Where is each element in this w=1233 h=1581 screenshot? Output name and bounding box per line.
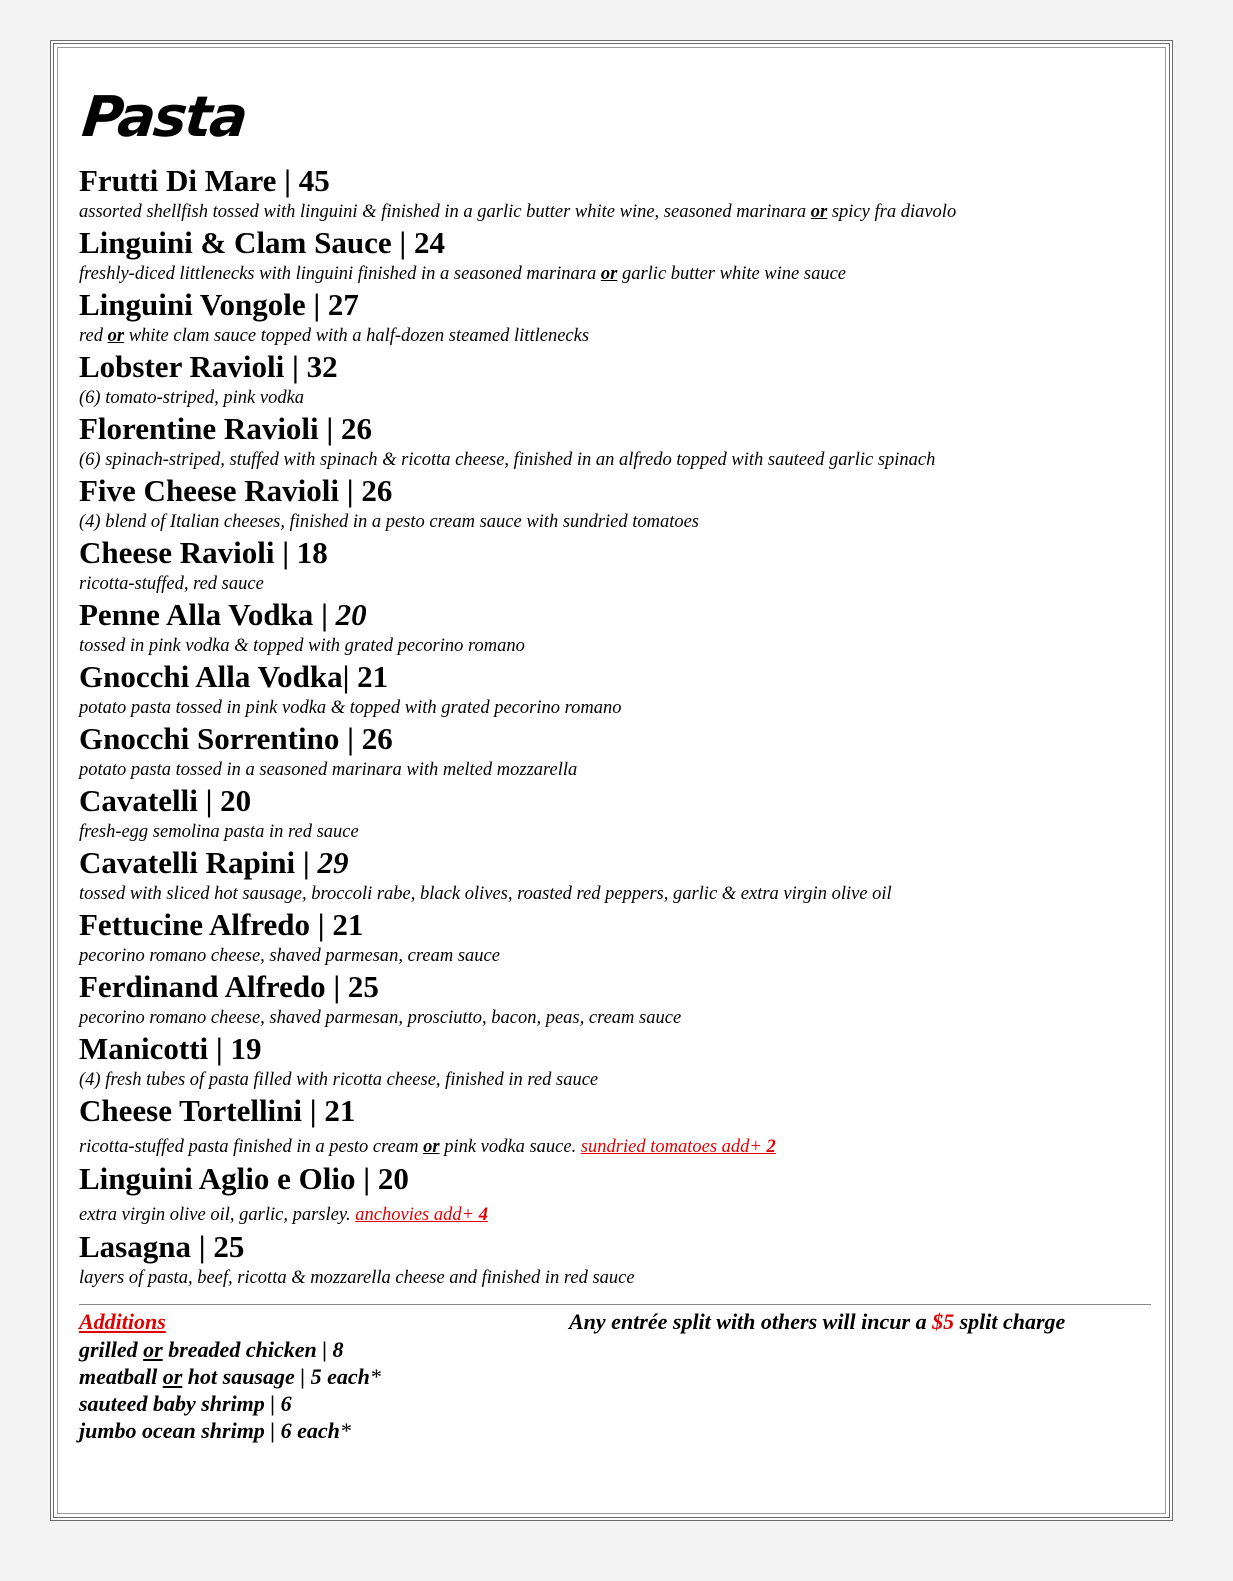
split-charge-amount: $5 [932, 1309, 955, 1334]
menu-item-name: Gnocchi Alla Vodka| [79, 659, 350, 694]
menu-item-title [79, 350, 1149, 384]
menu-item-description: tossed with sliced hot sausage, broccoli rabe, black olives, roasted red peppers, garlic & extra virgin olive oil [79, 884, 892, 904]
menu-item-name: Manicotti [79, 1031, 209, 1066]
menu-item-description: ricotta-stuffed, red sauce [79, 574, 264, 594]
menu-item [79, 970, 1149, 1032]
menu-item-description: (6) tomato-striped, pink vodka [79, 388, 305, 408]
menu-item-name: Cavatelli [79, 783, 198, 818]
menu-item-title [79, 1230, 1149, 1264]
menu-item [79, 226, 1149, 288]
menu-item-name: Gnocchi Sorrentino [79, 721, 340, 756]
menu-item [79, 1230, 1149, 1292]
menu-item-price: 19 [230, 1031, 262, 1066]
menu-item-description: potato pasta tossed in a seasoned marinara with melted mozzarella [79, 760, 578, 780]
menu-item [79, 350, 1149, 412]
menu-item-separator: | [302, 1093, 325, 1128]
menu-item-price: 20 [335, 597, 367, 632]
menu-item-description: layers of pasta, beef, ricotta & mozzarella cheese and finished in red sauce [79, 1268, 635, 1288]
menu-item-separator: | [305, 287, 328, 322]
menu-item [79, 908, 1149, 970]
menu-item-title [79, 1094, 1149, 1128]
menu-page [50, 40, 1173, 1521]
menu-item-name: Florentine Ravioli [79, 411, 319, 446]
menu-item-separator: | [276, 163, 299, 198]
menu-item-title [79, 722, 1149, 756]
menu-item [79, 1162, 1149, 1230]
menu-item-description: (6) spinach-striped, stuffed with spinach & ricotta cheese, finished in an alfredo topped with sauteed garlic spinach [79, 450, 936, 470]
menu-item-separator: | [339, 721, 362, 756]
menu-item-name: Cheese Tortellini [79, 1093, 303, 1128]
menu-item-separator: | [197, 783, 221, 818]
menu-item-price: 24 [413, 225, 445, 260]
menu-item-separator: | [339, 473, 362, 508]
menu-item-description: fresh-egg semolina pasta in red sauce [79, 822, 359, 842]
menu-item-title [79, 536, 1149, 570]
menu-item [79, 412, 1149, 474]
menu-item-description: ricotta-stuffed pasta finished in a pesto cream or pink vodka sauce. sundried tomatoes add+ 2 [79, 1137, 776, 1157]
menu-item [79, 846, 1149, 908]
or-emphasis: or [600, 264, 618, 284]
menu-item-price: 27 [327, 287, 359, 322]
menu-item-description: (4) fresh tubes of pasta filled with ricotta cheese, finished in red sauce [79, 1070, 599, 1090]
menu-item-name: Lasagna [79, 1229, 191, 1264]
menu-item-name: Penne Alla Vodka [79, 597, 314, 632]
menu-item [79, 474, 1149, 536]
menu-item-description: pecorino romano cheese, shaved parmesan, prosciutto, bacon, peas, cream sauce [79, 1008, 682, 1028]
addition-line: grilled or breaded chicken | 8 [79, 1337, 344, 1362]
menu-item-price: 45 [298, 163, 330, 198]
menu-item-price: 20 [220, 783, 252, 818]
menu-item-separator: | [295, 845, 318, 880]
menu-item-name: Five Cheese Ravioli [79, 473, 340, 508]
menu-item-title [79, 598, 1149, 632]
menu-item [79, 660, 1149, 722]
menu-item-name: Lobster Ravioli [79, 349, 285, 384]
menu-item-separator: | [208, 1031, 231, 1066]
menu-item [79, 288, 1149, 350]
menu-item-name: Linguini & Clam Sauce [79, 225, 392, 260]
menu-item-description: potato pasta tossed in pink vodka & topped with grated pecorino romano [79, 698, 622, 718]
menu-item-name: Fettucine Alfredo [79, 907, 311, 942]
menu-item-title [79, 164, 1149, 198]
menu-item [79, 536, 1149, 598]
addon-upcharge: sundried tomatoes add+ 2 [580, 1137, 776, 1157]
menu-item-name: Ferdinand Alfredo [79, 969, 326, 1004]
addition-line: jumbo ocean shrimp | 6 each* [79, 1418, 351, 1443]
menu-item-name: Linguini Vongole [79, 287, 306, 322]
menu-item-title [79, 784, 1149, 818]
menu-item-separator: | [274, 535, 297, 570]
menu-item-title [79, 1032, 1149, 1066]
or-emphasis: or [107, 326, 125, 346]
menu-item-description: (4) blend of Italian cheeses, finished in a pesto cream sauce with sundried tomatoes [79, 512, 699, 532]
menu-item-description: assorted shellfish tossed with linguini & finished in a garlic butter white wine, seasoned marinara or spicy fra diavolo [79, 202, 957, 222]
menu-item-separator: | [355, 1161, 378, 1196]
menu-item-price: 20 [377, 1161, 409, 1196]
menu-item-title [79, 846, 1149, 880]
menu-content [79, 84, 1149, 1445]
menu-item-description: pecorino romano cheese, shaved parmesan, cream sauce [79, 946, 500, 966]
additions-list [79, 1336, 381, 1444]
menu-item-description: red or white clam sauce topped with a half-dozen steamed littlenecks [79, 326, 590, 346]
menu-item-title [79, 288, 1149, 322]
menu-item-separator: | [190, 1229, 214, 1264]
menu-item-price: 25 [213, 1229, 245, 1264]
menu-item-description: freshly-diced littlenecks with linguini finished in a seasoned marinara or garlic butter white wine sauce [79, 264, 846, 284]
addon-upcharge: anchovies add+ 4 [355, 1205, 488, 1225]
menu-item-name: Linguini Aglio e Olio [79, 1161, 356, 1196]
menu-item-price: 26 [361, 473, 393, 508]
menu-item [79, 784, 1149, 846]
menu-item-description: extra virgin olive oil, garlic, parsley. anchovies add+ 4 [79, 1205, 488, 1225]
menu-item-name: Cavatelli Rapini [79, 845, 296, 880]
menu-item-title [79, 474, 1149, 508]
menu-item-price: 21 [357, 659, 389, 694]
menu-item-separator: | [310, 907, 333, 942]
addition-line: meatball or hot sausage | 5 each* [79, 1364, 381, 1389]
menu-item-title [79, 226, 1149, 260]
menu-item-price: 18 [296, 535, 328, 570]
menu-item-separator: | [284, 349, 307, 384]
menu-item-price: 21 [324, 1093, 356, 1128]
menu-item-title [79, 970, 1149, 1004]
menu-item [79, 1094, 1149, 1162]
menu-item-title [79, 660, 1149, 694]
menu-item-title [79, 908, 1149, 942]
menu-item-name: Frutti Di Mare [79, 163, 277, 198]
menu-item-title [79, 1162, 1149, 1196]
page-title: Pasta [79, 85, 250, 150]
pasta-list [79, 164, 1149, 1292]
menu-item-separator: | [391, 225, 414, 260]
menu-item [79, 722, 1149, 784]
additions-heading: Additions [79, 1309, 166, 1334]
menu-item-price: 26 [361, 721, 393, 756]
split-charge-note: Any entrée split with others will incur a $5 split charge [569, 1309, 1066, 1334]
menu-item-price: 29 [317, 845, 349, 880]
menu-item-separator: | [313, 597, 336, 632]
addition-line: sauteed baby shrimp | 6 [79, 1391, 292, 1416]
footer-section [79, 1305, 1149, 1445]
menu-item-name: Cheese Ravioli [79, 535, 275, 570]
or-emphasis: or [810, 202, 828, 222]
menu-item-price: 26 [341, 411, 372, 446]
menu-item [79, 1032, 1149, 1094]
or-emphasis: or [423, 1137, 440, 1157]
menu-item-price: 21 [332, 907, 364, 942]
menu-item [79, 598, 1149, 660]
menu-item-title [79, 412, 1149, 446]
menu-item [79, 164, 1149, 226]
menu-item-separator: | [325, 969, 348, 1004]
menu-item-description: tossed in pink vodka & topped with grated pecorino romano [79, 636, 525, 656]
menu-item-separator: | [318, 411, 341, 446]
menu-item-price: 32 [306, 349, 338, 384]
menu-item-price: 25 [347, 969, 379, 1004]
